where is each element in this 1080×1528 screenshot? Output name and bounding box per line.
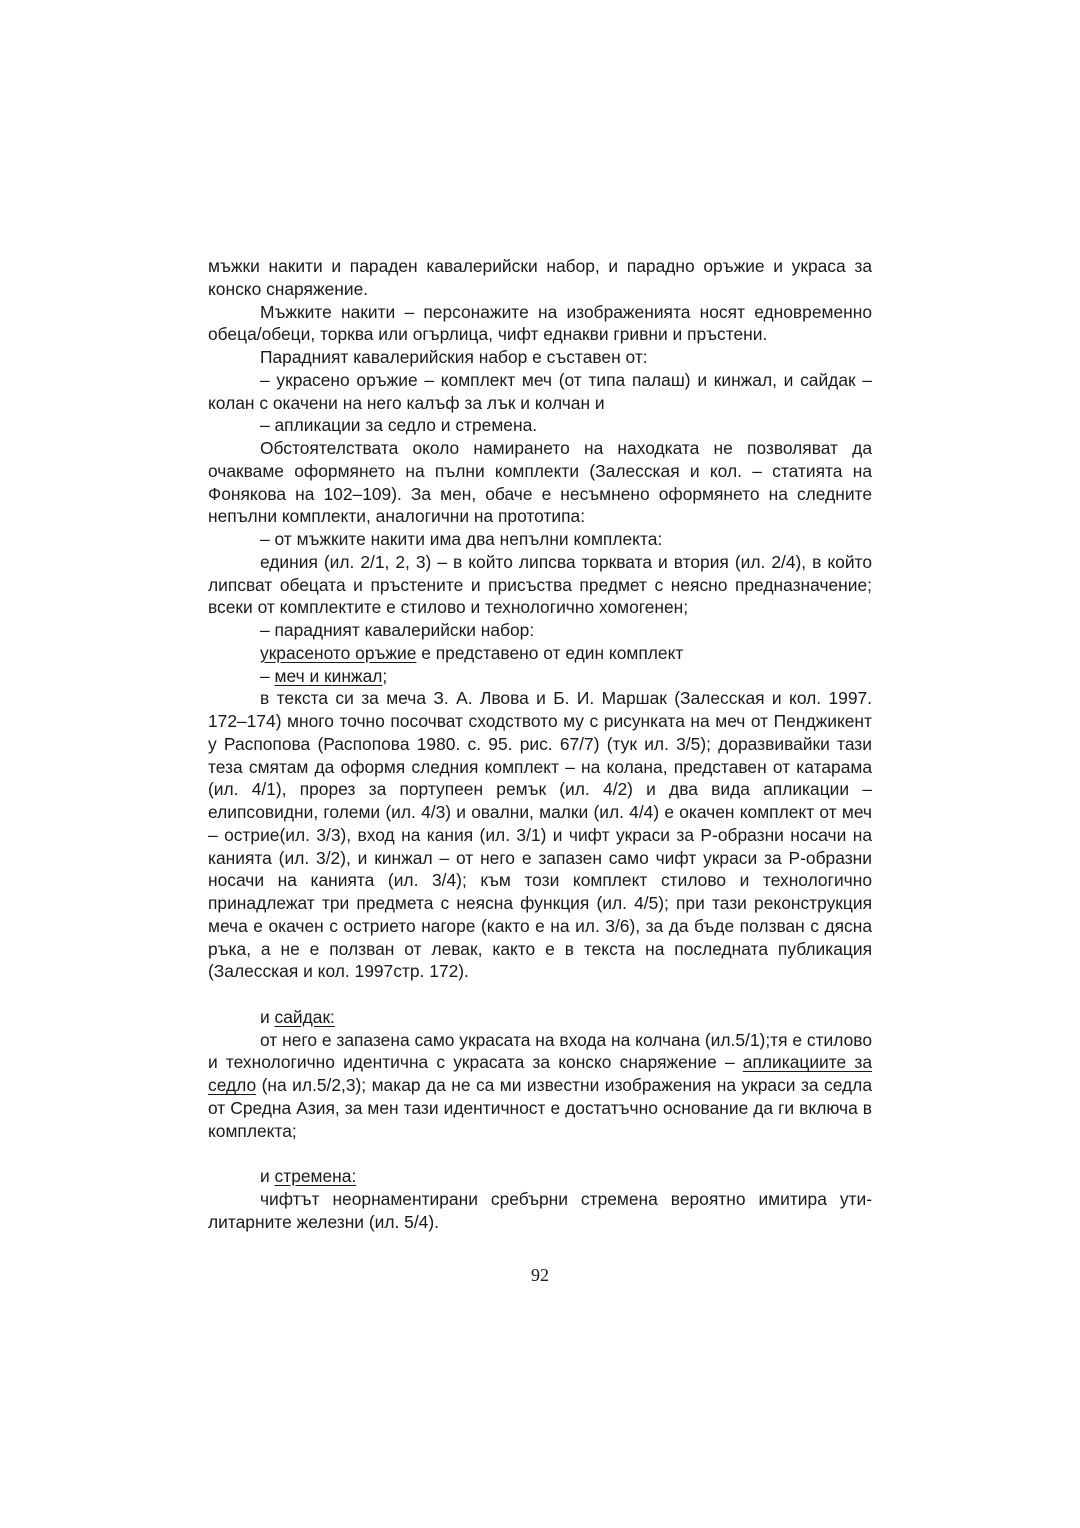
text-segment: и: [260, 1006, 275, 1027]
paragraph-saddle-appliques: – апликации за седло и стремена.: [260, 415, 538, 436]
underlined-sword-dagger: меч и кинжал: [274, 665, 383, 686]
text-segment: и: [260, 1166, 275, 1186]
paragraph-male-jewelry: Мъжките накити – персонажите на изображенията носят едновременно обеца/обеци, торква или огърлица, чифт еднакви гривни и пръстени.: [208, 301, 872, 345]
underlined-stirrups: стремена:: [274, 1166, 357, 1186]
text-segment: от него е запазена само украсата на входа на колчана (ил.5/1);тя е стилово и технологично идентична с украсата за конско снаряжение –: [208, 1029, 872, 1073]
page-body: [208, 255, 872, 1233]
paragraph-circumstances: Обстоятелствата около намирането на находката не позволяват да очакваме оформянето на пълни комплекти (Залесская и кол. – статията на Фонякова на 102–109). За мен, обаче е несъмнено оформянето на следните непълни комплекти, аналогични на прототипа:: [208, 438, 872, 527]
page-number: 92: [531, 1265, 549, 1285]
text-segment: е представено от един комплект: [416, 642, 684, 663]
paragraph-cavalry-set: – парадният кавалерийски набор:: [260, 620, 535, 640]
paragraph-decorated-weapon-set: [208, 642, 872, 665]
paragraph-stirrups: чифтът неорнаментирани сребърни стремена вероятно имитира ути-литарните железни (ил. 5/4).: [208, 1188, 872, 1232]
underlined-saddle-appliques: апликациите за седло: [208, 1052, 873, 1095]
paragraph-sword-description: в текста си за меча З. А. Лвова и Б. И. Маршак (Залесская и кол. 1997. 172–174) много точно посочват сходството му с рисунката на меч от Пенджикент у Распопова (Распопова 1980. с. 95. рис. 67/7) (тук ил. 3/5); доразвивайки тази теза смятам да оформя следния комплект – на колана, представен от катарама (ил. 4/1), прорез за портупеен ремък (ил. 4/2) и два вида апликации – елипсовидни, големи (ил. 4/3) и овални, малки (ил. 4/4) е окачен комплект от меч – острие(ил. 3/3), вход на кания (ил. 3/1) и чифт украси за Р-образни носачи на канията (ил. 3/2), и кинжал – от него е запазен само чифт украси за Р-образни носачи на канията (ил. 3/4); към този комплект стилово и технологично принадлежат три предмета с неясна функция (ил. 4/5); при тази реконструкция меча е окачен с острието нагоре (както е на ил. 3/6), за да бъде ползван с дясна ръка, а не е ползван от левак, както е в текста на последната публикация (Залесская и кол. 1997стр. 172).: [208, 688, 872, 982]
paragraph-quiver: [208, 1029, 872, 1143]
text-segment: ;: [382, 665, 388, 686]
blank-line: [208, 983, 872, 1006]
underlined-decorated-weapon: украсеното оръжие: [260, 642, 417, 663]
paragraph-first-set: единия (ил. 2/1, 2, 3) – в който липсва торквата и втория (ил. 2/4), в който липсват обецата и пръстените и присъства предмет с неясно предназначение; всеки от комплектите е стилово и технологично хомогенен;: [208, 551, 872, 618]
paragraph-stirrups-heading: [208, 1165, 872, 1188]
paragraph-parade-set: Парадният кавалерийския набор е съставен от:: [260, 347, 648, 367]
paragraph-two-sets: – от мъжките накити има два непълни комплекта:: [260, 529, 663, 549]
paragraph-decorated-weapon: – украсено оръжие – комплект меч (от типа палаш) и кинжал, и сайдак – колан с окачени на него калъф за лък и колчан и: [208, 369, 872, 413]
underlined-saydak: сайдак:: [274, 1006, 335, 1027]
paragraph-intro: мъжки накити и параден кавалерийски набор, и парадно оръжие и украса за конско снаряжение.: [208, 256, 872, 299]
text-segment: (на ил.5/2,3); макар да не са ми известни изображения на украси за седла от Средна Азия, за мен тази идентичност е достатъчно основание да ги включа в комплекта;: [208, 1075, 872, 1141]
paragraph-sword-dagger: [208, 665, 872, 688]
paragraph-saydak-heading: [208, 1006, 872, 1029]
blank-line: [208, 1142, 872, 1165]
text-segment: –: [260, 665, 275, 686]
